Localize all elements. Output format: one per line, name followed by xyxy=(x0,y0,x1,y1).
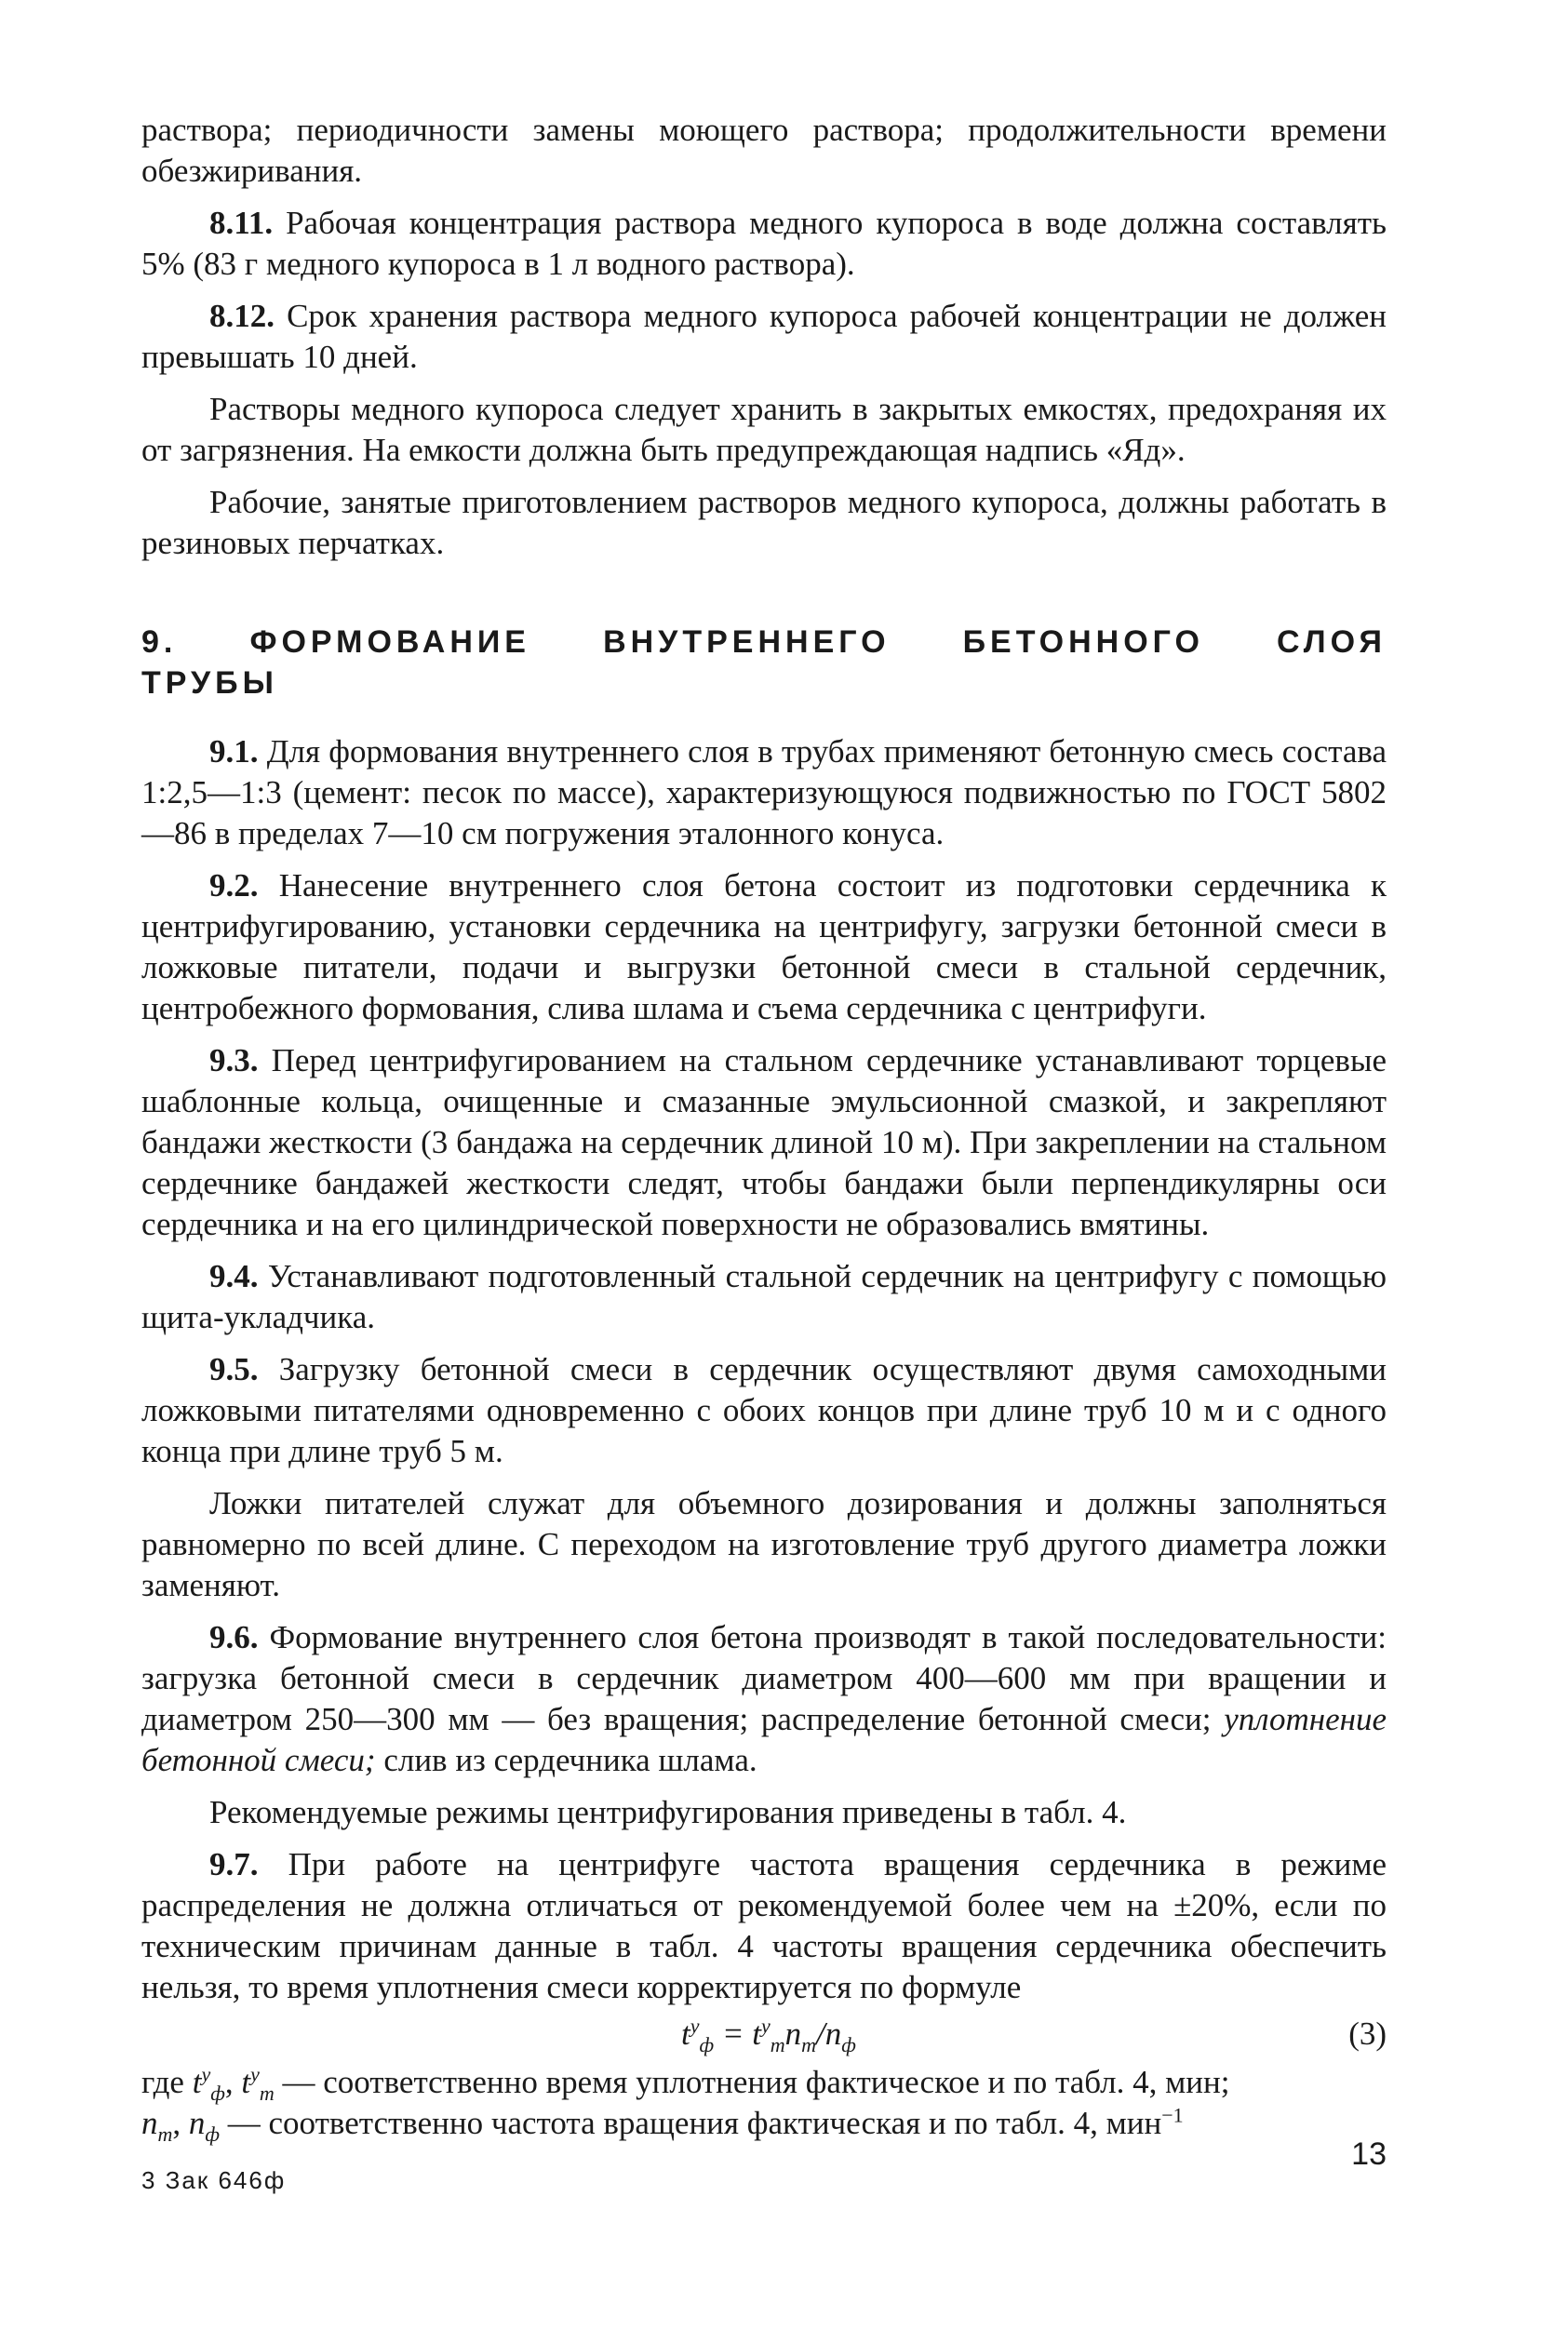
clause-number: 9.1. xyxy=(209,733,259,770)
clause-number: 9.7. xyxy=(209,1846,259,1882)
clause-text: Для формования внутреннего слоя в трубах применяют бетонную смесь состава 1:2,5—1:3 (цемент: песок по массе), характеризующуюся подвижностью по ГОСТ 5802—86 в пределах 7—10 см погружения эталонного конуса. xyxy=(141,733,1387,851)
paragraph-9-6 xyxy=(141,1617,1387,1781)
paragraph-8-11 xyxy=(141,203,1387,285)
section-heading: 9. ФОРМОВАНИЕ ВНУТРЕННЕГО БЕТОННОГО СЛОЯ ТРУБЫ xyxy=(141,624,1387,701)
formula-where-line-2: $n_т$, $n_ф$ — соответственно частота вращения фактическая и по табл. 4, мин$^{-1}$ xyxy=(141,2103,1184,2146)
paragraph-workers: Рабочие, занятые приготовлением растворов медного купороса, должны работать в резиновых перчатках. xyxy=(141,484,1387,561)
formula-3 xyxy=(141,2014,1387,2058)
paragraph-spoons: Ложки питателей служат для объемного дозирования и должны заполняться равномерно по всей длине. С переходом на изготовление труб другого диаметра ложки заменяют. xyxy=(141,1485,1387,1603)
paragraph-9-2 xyxy=(141,865,1387,1029)
clause-text: Срок хранения раствора медного купороса рабочей концентрации не должен превышать 10 дней. xyxy=(141,298,1387,375)
clause-text: Устанавливают подготовленный стальной сердечник на центрифугу с помощью щита-укладчика. xyxy=(141,1258,1387,1335)
clause-number: 8.11. xyxy=(209,205,274,241)
clause-number: 9.4. xyxy=(209,1258,259,1294)
clause-text: При работе на центрифуге частота вращения сердечника в режиме распределения не должна отличаться от рекомендуемой более чем на ±20%, если по техническим причинам данные в табл. 4 частоты вращения сердечника обеспечить нельзя, то время уплотнения смеси корректируется по формуле xyxy=(141,1846,1387,2005)
clause-text: Загрузку бетонной смеси в сердечник осуществляют двумя самоходными ложковыми питателями одновременно с обоих концов при длине труб 10 м и с одного конца при длине труб 5 м. xyxy=(141,1351,1387,1469)
paragraph-modes: Рекомендуемые режимы центрифугирования приведены в табл. 4. xyxy=(209,1794,1127,1830)
paragraph-9-7 xyxy=(141,1844,1387,2008)
clause-number: 9.6. xyxy=(209,1619,259,1655)
clause-text: Перед центрифугированием на стальном сердечнике устанавливают торцевые шаблонные кольца, очищенные и смазанные эмульсионной смазкой, и закрепляют бандажи жесткости (3 бандажа на сердечник длиной 10 м). При закреплении на стальном сердечнике бандажей жесткости следят, чтобы бандажи были перпендикулярны оси сердечника и на его цилиндрической поверхности не образовались вмятины. xyxy=(141,1042,1387,1242)
paragraph-9-4 xyxy=(141,1256,1387,1338)
paragraph-9-3 xyxy=(141,1040,1387,1245)
document-page xyxy=(141,110,1387,2144)
clause-number: 8.12. xyxy=(209,298,275,334)
clause-text: слив из сердечника шлама. xyxy=(383,1742,757,1778)
clause-text: Формование внутреннего слоя бетона производят в такой последовательности: загрузка бетонной смеси в сердечник диаметром 400—600 мм при вращении и диаметром 250—300 мм — без вращения; распределение бетонной смеси; xyxy=(141,1619,1387,1737)
clause-text-italic: уплотнение бетонной смеси; xyxy=(141,1701,1387,1778)
paragraph-8-12 xyxy=(141,296,1387,378)
paragraph-9-5 xyxy=(141,1349,1387,1472)
paragraph-storage: Растворы медного купороса следует хранить в закрытых емкостях, предохраняя их от загрязнения. На емкости должна быть предупреждающая надпись «Яд». xyxy=(141,391,1387,468)
paragraph-9-1 xyxy=(141,731,1387,854)
formula-expression: $t^у_ф = t^у_тn_т/n_ф$ xyxy=(681,2014,856,2056)
clause-number: 9.3. xyxy=(209,1042,259,1078)
clause-number: 9.5. xyxy=(209,1351,259,1387)
print-order-code: 3 Зак 646ф xyxy=(141,2166,287,2194)
formula-where-line-1: где $t^у_ф$, $t^у_т$ — соответственно время уплотнения фактическое и по табл. 4, мин; xyxy=(141,2062,1230,2105)
paragraph-continuation: раствора; периодичности замены моющего раствора; продолжительности времени обезжиривания. xyxy=(141,112,1387,189)
formula-number: (3) xyxy=(1348,2015,1387,2052)
clause-text: Нанесение внутреннего слоя бетона состоит из подготовки сердечника к центрифугированию, установки сердечника на центрифугу, загрузки бетонной смеси в ложковые питатели, подачи и выгрузки бетонной смеси в стальной сердечник, центробежного формования, слива шлама и съема сердечника с центрифуги. xyxy=(141,867,1387,1026)
clause-text: Рабочая концентрация раствора медного купороса в воде должна составлять 5% (83 г медного купороса в 1 л водного раствора). xyxy=(141,205,1387,282)
page-number: 13 xyxy=(1351,2136,1387,2172)
clause-number: 9.2. xyxy=(209,867,259,904)
